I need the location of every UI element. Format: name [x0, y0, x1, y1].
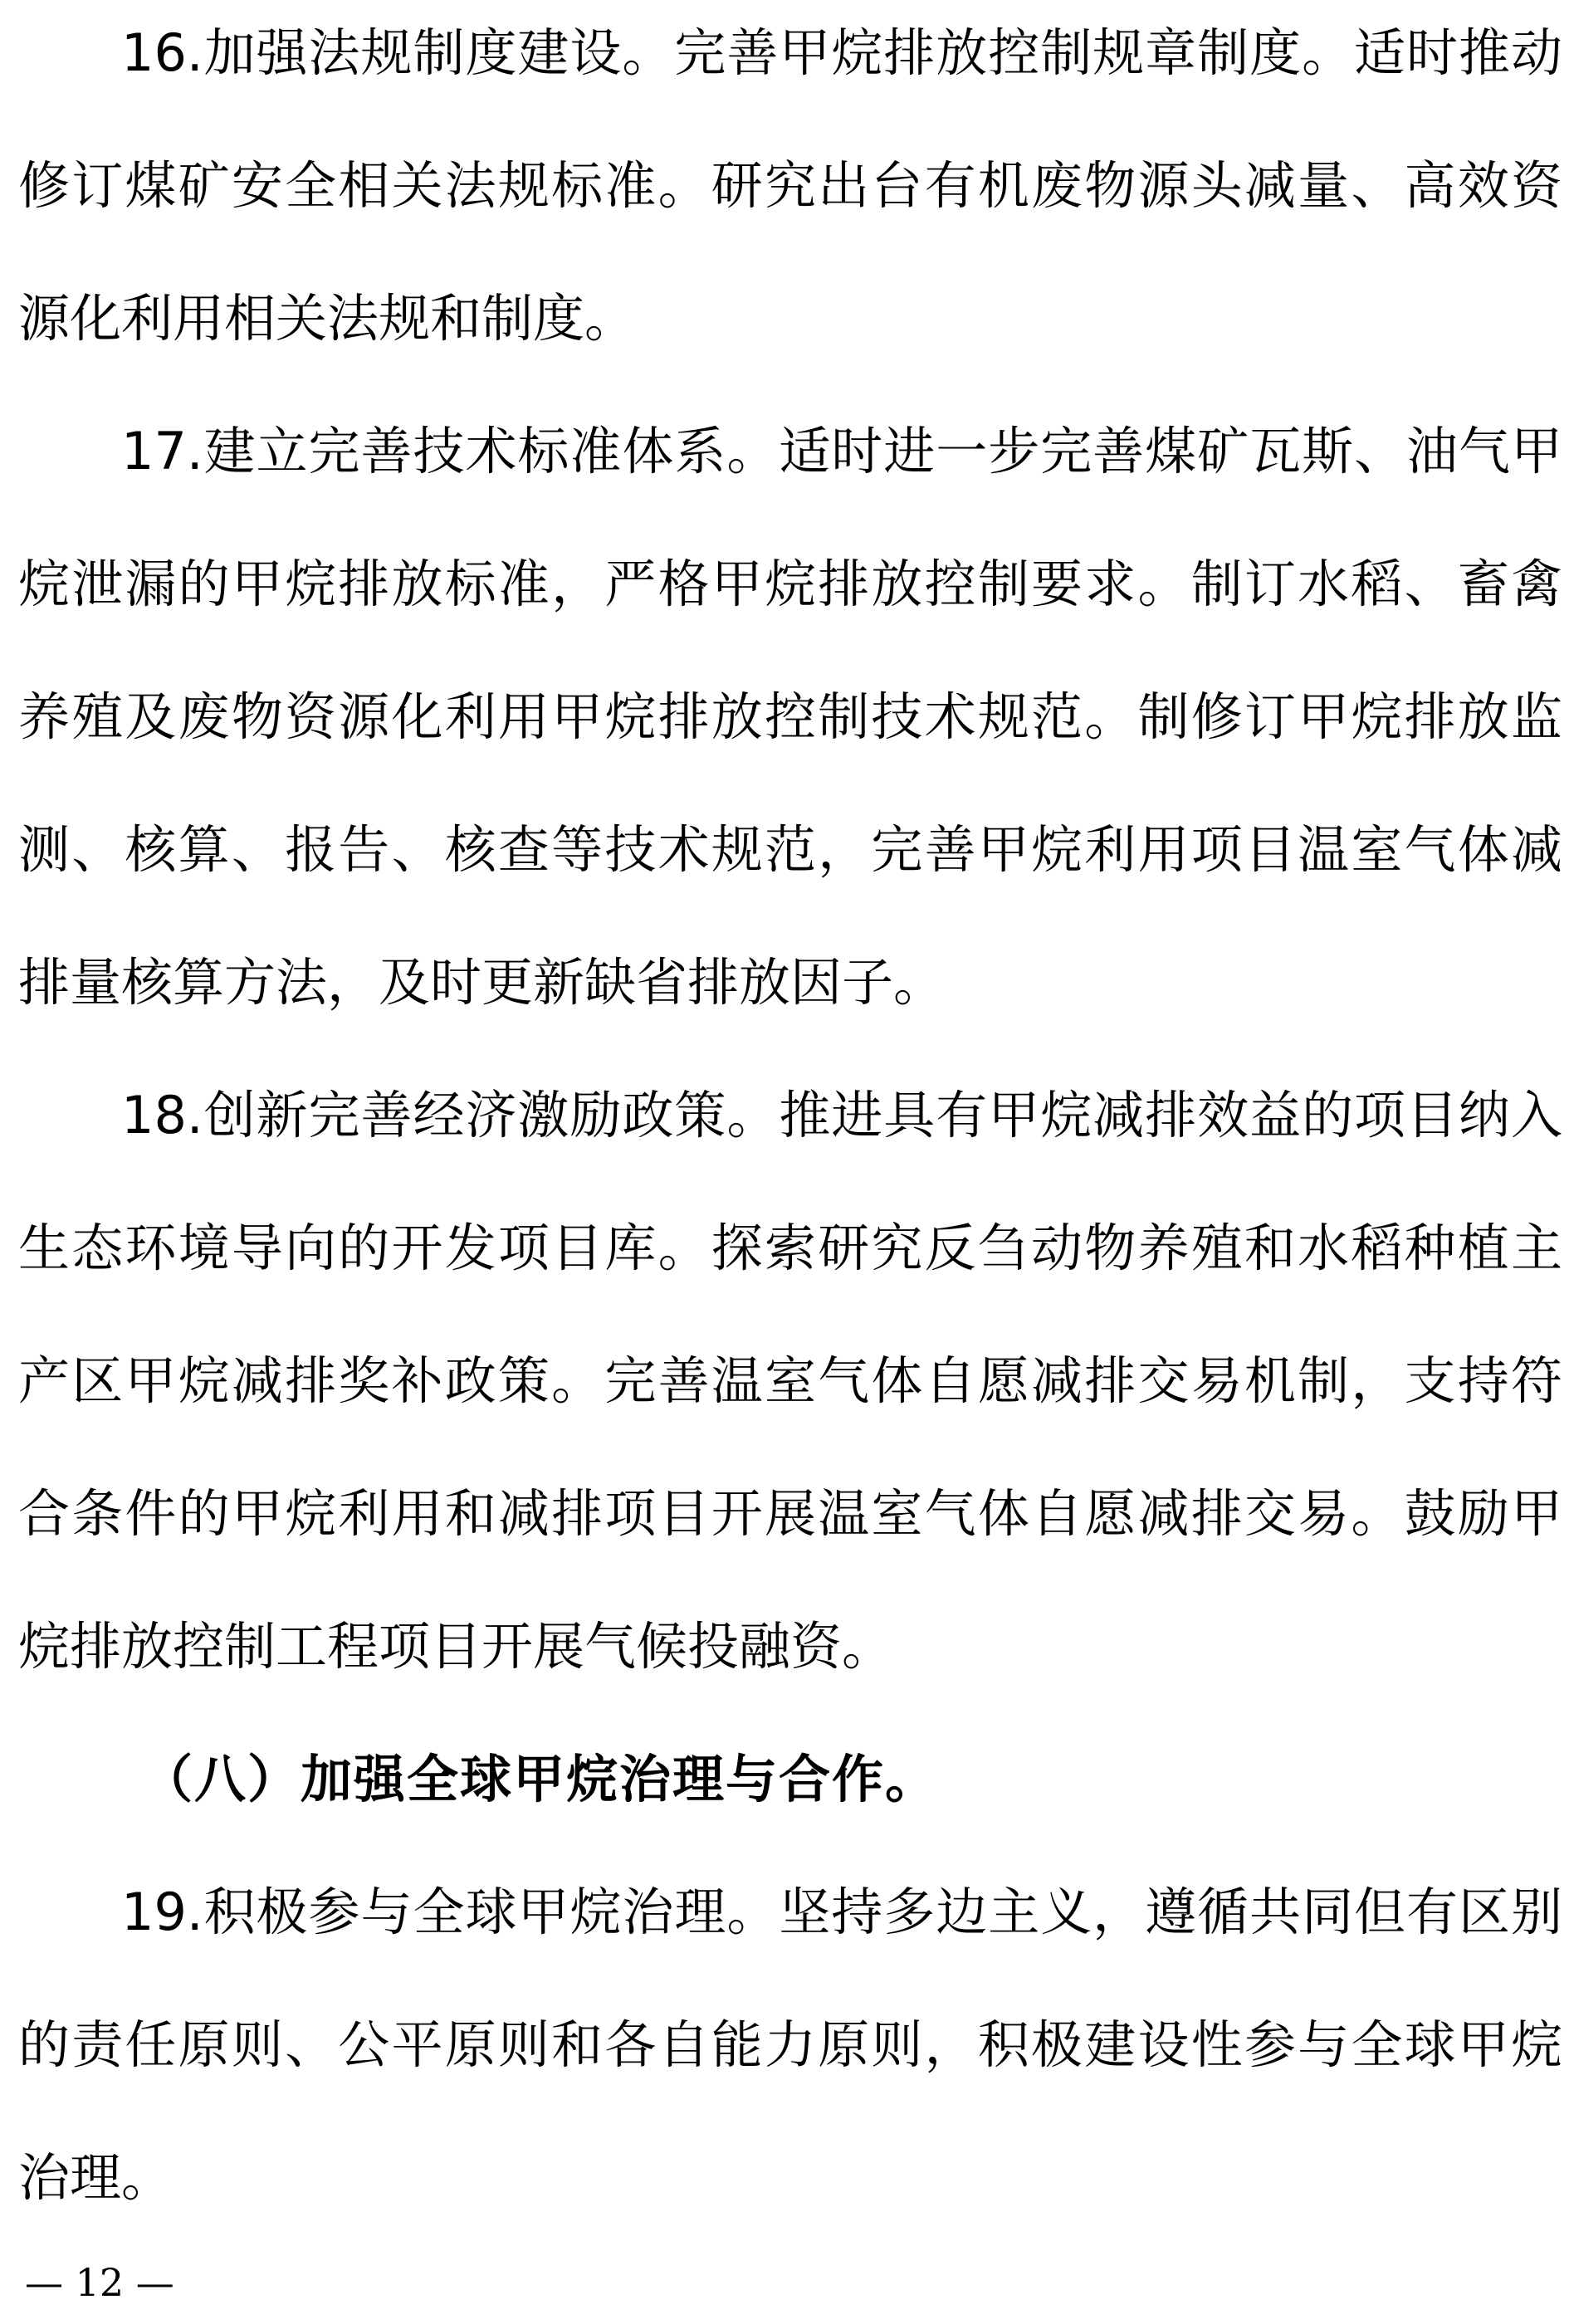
paragraph-19-line-2: 的责任原则、公平原则和各自能力原则，积极建设性参与全球甲烷: [18, 2014, 1562, 2075]
paragraph-18-line-1: 18.创新完善经济激励政策。推进具有甲烷减排效益的项目纳入: [121, 1085, 1562, 1145]
paragraph-17-line-5: 排量核算方法，及时更新缺省排放因子。: [18, 952, 946, 1013]
paragraph-17-line-2: 烷泄漏的甲烷排放标准，严格甲烷排放控制要求。制订水稻、畜禽: [18, 554, 1562, 614]
page-number: — 12 —: [25, 2260, 174, 2305]
section-heading: （八）加强全球甲烷治理与合作。: [141, 1749, 939, 1809]
paragraph-18-line-3: 产区甲烷减排奖补政策。完善温室气体自愿减排交易机制，支持符: [18, 1350, 1562, 1411]
paragraph-18-line-4: 合条件的甲烷利用和减排项目开展温室气体自愿减排交易。鼓励甲: [18, 1483, 1562, 1544]
paragraph-16-line-2: 修订煤矿安全相关法规标准。研究出台有机废物源头减量、高效资: [18, 155, 1562, 216]
paragraph-16-line-3: 源化利用相关法规和制度。: [18, 288, 637, 349]
paragraph-19-line-1: 19.积极参与全球甲烷治理。坚持多边主义，遵循共同但有区别: [121, 1882, 1562, 1942]
paragraph-16-line-1: 16.加强法规制度建设。完善甲烷排放控制规章制度。适时推动: [121, 22, 1562, 83]
paragraph-18-line-2: 生态环境导向的开发项目库。探索研究反刍动物养殖和水稻种植主: [18, 1218, 1562, 1278]
paragraph-19-line-3: 治理。: [18, 2147, 174, 2208]
paragraph-17-line-3: 养殖及废物资源化利用甲烷排放控制技术规范。制修订甲烷排放监: [18, 686, 1562, 747]
paragraph-17-line-4: 测、核算、报告、核查等技术规范，完善甲烷利用项目温室气体减: [18, 819, 1562, 880]
paragraph-18-line-5: 烷排放控制工程项目开展气候投融资。: [18, 1616, 894, 1677]
paragraph-17-line-1: 17.建立完善技术标准体系。适时进一步完善煤矿瓦斯、油气甲: [121, 421, 1562, 481]
